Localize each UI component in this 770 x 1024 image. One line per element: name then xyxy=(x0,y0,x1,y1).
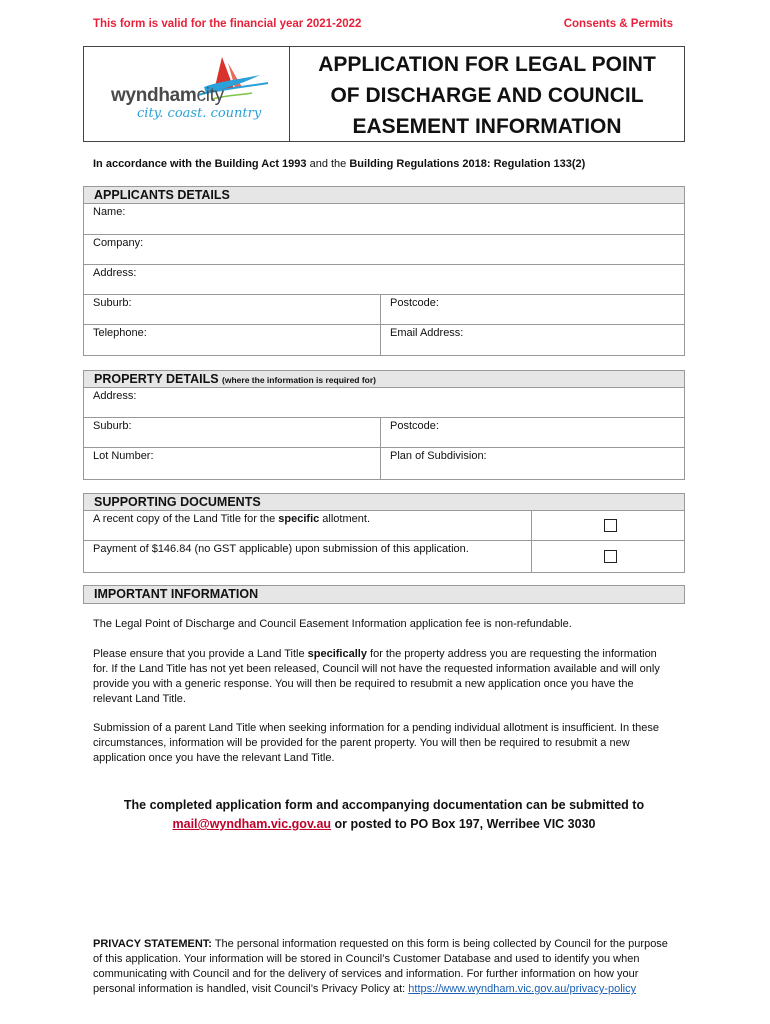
property-address-field[interactable]: Address: xyxy=(93,390,137,402)
payment-document-item: Payment of $146.84 (no GST applicable) upon submission of this application. xyxy=(84,541,532,572)
land-title-checkbox[interactable] xyxy=(604,519,617,532)
applicants-details-section xyxy=(83,186,685,356)
form-header xyxy=(83,46,685,142)
lot-number-field[interactable]: Lot Number: xyxy=(84,448,381,479)
important-information-heading: IMPORTANT INFORMATION xyxy=(84,586,684,603)
property-suburb-field[interactable]: Suburb: xyxy=(84,418,381,447)
privacy-statement: PRIVACY STATEMENT: The personal information requested on this form is being collected by Council for the purpose of this application. Your information will be stored in Council’s Customer Database and used to identify you when communicating with Council and for the delivery of services and information. For further information on how your personal information is handled, visit Council’s Privacy Policy at: https://www.wyndham.vic.gov.au/privacy-policy xyxy=(93,938,668,995)
property-heading-note: (where the information is required for) xyxy=(222,375,377,385)
applicant-email-field[interactable]: Email Address: xyxy=(390,327,464,339)
applicant-postcode-field[interactable]: Postcode: xyxy=(390,297,439,309)
form-title xyxy=(290,47,684,141)
payment-checkbox[interactable] xyxy=(604,550,617,563)
applicant-telephone-field[interactable]: Telephone: xyxy=(84,325,381,355)
applicant-name-field[interactable]: Name: xyxy=(93,206,126,218)
important-paragraph-1: The Legal Point of Discharge and Council Easement Information application fee is non-refundable. xyxy=(93,618,572,630)
important-information-section xyxy=(83,585,685,604)
applicant-suburb-field[interactable]: Suburb: xyxy=(84,295,381,324)
title-line-1: APPLICATION FOR LEGAL POINT xyxy=(318,52,656,76)
title-line-3: EASEMENT INFORMATION xyxy=(352,114,622,138)
wyndham-logo xyxy=(84,47,290,141)
important-paragraph-2: Please ensure that you provide a Land Title specifically for the property address you are requesting the information for. If the Land Title has not yet been released, Council will not have the requested information available and will only provide you with a generic response. You will then be required to resubmit a new application once you have the relevant Land Title. xyxy=(93,648,660,705)
title-line-2: OF DISCHARGE AND COUNCIL xyxy=(330,83,644,107)
important-paragraph-3: Submission of a parent Land Title when seeking information for a pending individual allotment is insufficient. In these circumstances, information will be provided for the parent property. You will then be required to resubmit a new application once you have the relevant Land Title. xyxy=(93,722,660,764)
privacy-policy-link[interactable]: https://www.wyndham.vic.gov.au/privacy-policy xyxy=(408,983,637,995)
department-label: Consents & Permits xyxy=(563,18,673,30)
plan-of-subdivision-field[interactable]: Plan of Subdivision: xyxy=(390,450,487,462)
validity-note: This form is valid for the financial year 2021-2022 xyxy=(93,18,362,30)
supporting-documents-heading: SUPPORTING DOCUMENTS xyxy=(84,494,684,511)
privacy-label: PRIVACY STATEMENT: xyxy=(93,938,212,950)
property-details-section xyxy=(83,370,685,480)
property-postcode-field[interactable]: Postcode: xyxy=(390,420,439,432)
submission-instructions: The completed application form and accompanying documentation can be submitted to mail@wyndham.vic.gov.au or posted to PO Box 197, Werribee VIC 3030 xyxy=(123,798,645,831)
property-details-heading: PROPERTY DETAILS (where the information is required for) xyxy=(84,371,684,388)
supporting-documents-section xyxy=(83,493,685,573)
legislation-reference: In accordance with the Building Act 1993 and the Building Regulations 2018: Regulation 133(2) xyxy=(93,158,586,170)
applicant-company-field[interactable]: Company: xyxy=(93,237,144,249)
applicants-details-heading: APPLICANTS DETAILS xyxy=(84,187,684,204)
land-title-document-item: A recent copy of the Land Title for the specific allotment. xyxy=(84,511,532,540)
applicant-address-field[interactable]: Address: xyxy=(93,267,137,279)
logo-tagline: city. coast. country xyxy=(137,106,262,121)
logo-word-bold: wyndham xyxy=(111,85,197,106)
logo-word-light: city xyxy=(196,85,224,106)
submission-email-link[interactable]: mail@wyndham.vic.gov.au xyxy=(172,817,332,831)
